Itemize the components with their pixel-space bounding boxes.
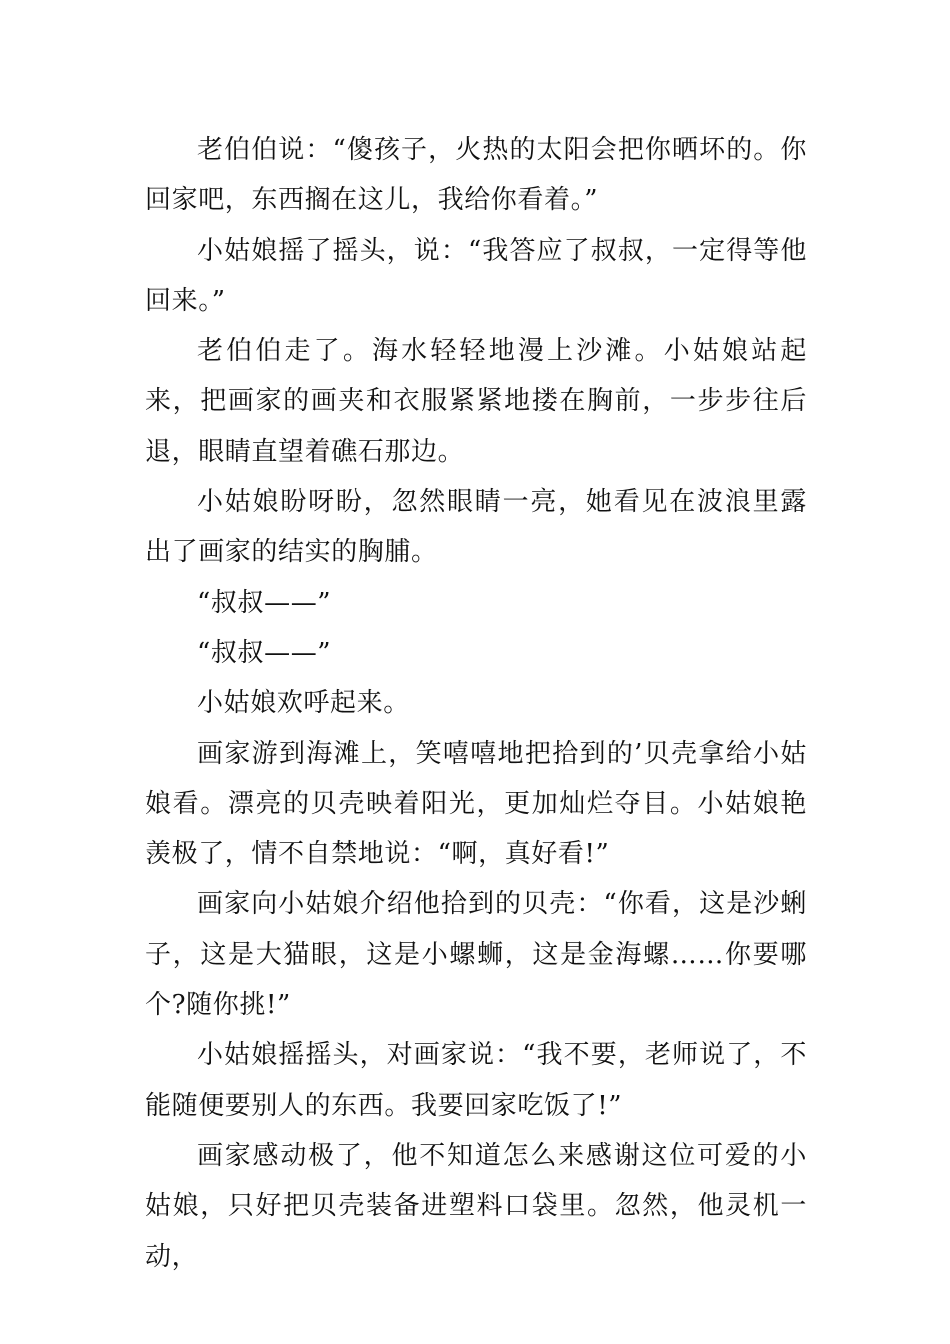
paragraph: 老伯伯说：“傻孩子，火热的太阳会把你晒坏的。你回家吧，东西搁在这儿，我给你看着。” — [145, 135, 807, 216]
paragraph: 小姑娘摇了摇头，说：“我答应了叔叔，一定得等他回来。” — [145, 235, 807, 316]
paragraph: 小姑娘欢呼起来。 — [197, 688, 410, 719]
paragraph: “叔叔——” — [197, 637, 332, 668]
paragraph: 画家游到海滩上，笑嘻嘻地把拾到的’贝壳拿给小姑娘看。漂亮的贝壳映着阳光，更加灿烂夺目。小姑娘艳羡极了，情不自禁地说：“啊，真好看!” — [145, 738, 807, 870]
paragraph: 小姑娘盼呀盼，忽然眼睛一亮，她看见在波浪里露出了画家的结实的胸脯。 — [145, 487, 807, 568]
story-text — [145, 125, 807, 1282]
paragraph: 画家向小姑娘介绍他拾到的贝壳：“你看，这是沙蜊子，这是大猫眼，这是小螺蛳，这是金海螺……你要哪个?随你挑!” — [145, 889, 807, 1021]
paragraph: 画家感动极了，他不知道怎么来感谢这位可爱的小姑娘，只好把贝壳装备进塑料口袋里。忽然，他灵机一动， — [145, 1140, 807, 1272]
paragraph: 小姑娘摇摇头，对画家说：“我不要，老师说了，不能随便要别人的东西。我要回家吃饭了!” — [145, 1040, 807, 1121]
paragraph: “叔叔——” — [197, 587, 332, 618]
paragraph: 老伯伯走了。海水轻轻地漫上沙滩。小姑娘站起来，把画家的画夹和衣服紧紧地搂在胸前，一步步往后退，眼睛直望着礁石那边。 — [145, 336, 807, 467]
